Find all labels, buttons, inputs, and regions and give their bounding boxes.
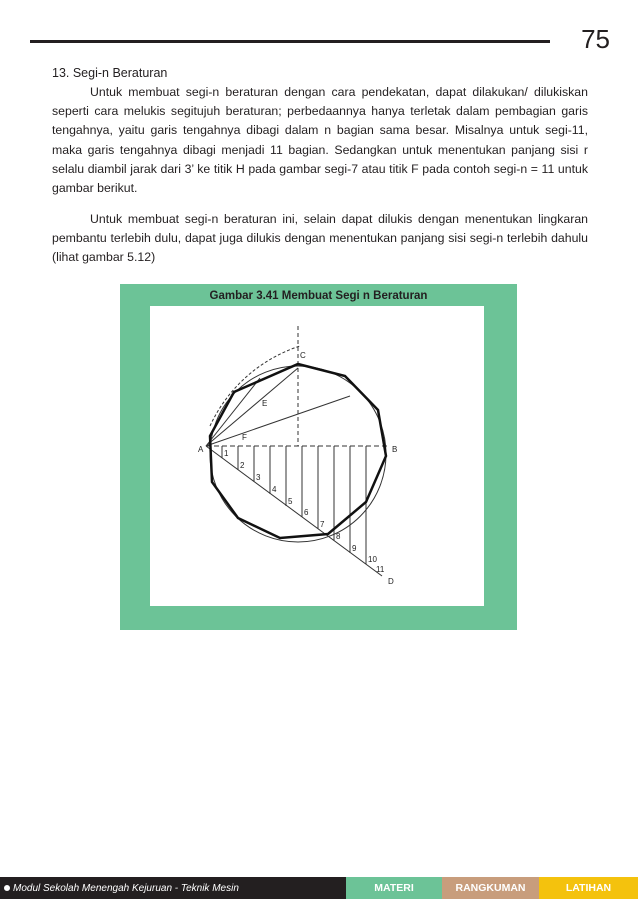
svg-text:11: 11 xyxy=(376,565,385,574)
page-number: 75 xyxy=(581,24,610,54)
header-rule xyxy=(30,40,550,43)
figure-frame xyxy=(120,284,517,630)
figure-image xyxy=(150,306,484,606)
svg-text:9: 9 xyxy=(352,544,357,553)
footer-module-label: Modul Sekolah Menengah Kejuruan - Teknik Mesin xyxy=(0,877,346,899)
svg-text:10: 10 xyxy=(368,555,377,564)
svg-text:8: 8 xyxy=(336,532,341,541)
svg-text:1: 1 xyxy=(224,449,229,458)
paragraph-2: Untuk membuat segi-n beraturan ini, selain dapat dilukis dengan menentukan lingkaran pembantu terlebih dulu, dapat juga dilukis dengan menentukan panjang sisi segi-n terlebih dahulu (lihat gambar 5.12) xyxy=(52,212,588,265)
svg-text:2: 2 xyxy=(240,461,245,470)
tab-latihan[interactable]: LATIHAN xyxy=(539,877,638,899)
paragraph-1: Untuk membuat segi-n beraturan dengan cara pendekatan, dapat dilakukan/ dilukiskan seperti cara melukis segitujuh beraturan; perbedaannya hanya terletak dalam pembagian garis tengahnya, yaitu garis tengahnya dibagi dalam n bagian sama besar. Misalnya untuk segi-11, maka garis tengahnya dibagi menjadi 11 bagian. Sedangkan untuk menentukan panjang sisi r selalu diambil jarak dari 3’ ke titik H pada gambar segi-7 atau titik F pada contoh segi-n = 11 untuk gambar berikut. xyxy=(52,85,588,196)
svg-text:C: C xyxy=(300,351,306,360)
footer-bar xyxy=(0,877,638,899)
figure-caption: Gambar 3.41 Membuat Segi n Beraturan xyxy=(209,290,428,302)
svg-text:B: B xyxy=(392,445,398,454)
svg-text:A: A xyxy=(198,445,204,454)
svg-text:6: 6 xyxy=(304,508,309,517)
tab-rangkuman[interactable]: RANGKUMAN xyxy=(442,877,539,899)
svg-text:5: 5 xyxy=(288,497,293,506)
bullet-icon xyxy=(4,885,10,891)
svg-text:D: D xyxy=(388,577,394,586)
polygon-construction-drawing xyxy=(150,306,484,606)
construction-arc xyxy=(210,346,300,426)
tab-materi[interactable]: MATERI xyxy=(346,877,442,899)
svg-text:F: F xyxy=(242,433,247,442)
svg-text:3: 3 xyxy=(256,473,261,482)
section-title: 13. Segi-n Beraturan xyxy=(52,66,168,80)
svg-text:4: 4 xyxy=(272,485,277,494)
svg-text:7: 7 xyxy=(320,520,325,529)
svg-text:E: E xyxy=(262,399,268,408)
